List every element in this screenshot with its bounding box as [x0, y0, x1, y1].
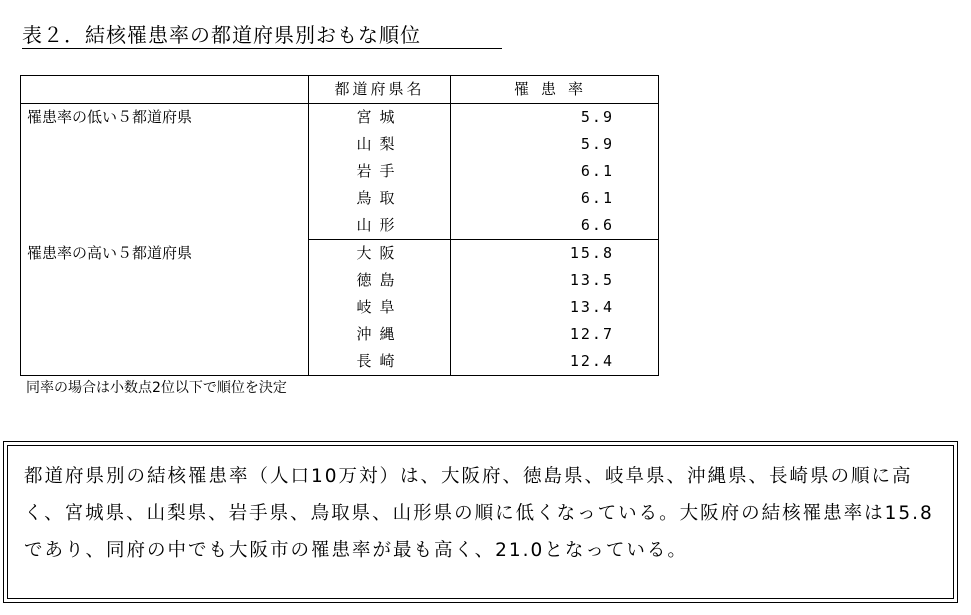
rate-cell: 6.6 — [451, 212, 659, 240]
group-label-high: 罹患率の高い５都道府県 — [21, 240, 309, 376]
rate-cell: 13.5 — [569, 271, 614, 289]
prefecture-cell: 宮城 — [309, 104, 451, 132]
rate-cell: 6.1 — [580, 162, 614, 180]
prefecture-cell: 岩手 — [309, 158, 451, 185]
prefecture-cell: 大阪 — [309, 240, 451, 268]
rate-cell: 12.7 — [569, 325, 614, 343]
summary-inner-frame — [7, 445, 954, 599]
table-title: 表２．結核罹患率の都道府県別おもな順位 — [22, 22, 502, 49]
rate-cell: 15.8 — [569, 244, 614, 262]
ranking-table — [20, 75, 659, 376]
rate-cell: 12.4 — [569, 352, 614, 370]
header-group — [21, 76, 309, 104]
prefecture-cell: 岐阜 — [309, 294, 451, 321]
prefecture-cell: 鳥取 — [309, 185, 451, 212]
table-row — [21, 240, 659, 268]
group-label-low: 罹患率の低い５都道府県 — [21, 104, 309, 240]
rate-cell: 6.1 — [580, 189, 614, 207]
rate-cell: 13.4 — [569, 298, 614, 316]
table-note: 同率の場合は小数点2位以下で順位を決定 — [26, 380, 287, 396]
summary-box — [3, 441, 958, 603]
prefecture-cell: 沖縄 — [309, 321, 451, 348]
rate-cell: 5.9 — [580, 108, 614, 126]
prefecture-cell: 山梨 — [309, 131, 451, 158]
prefecture-cell: 山形 — [309, 212, 451, 240]
rate-cell: 5.9 — [580, 135, 614, 153]
prefecture-cell: 徳島 — [309, 267, 451, 294]
prefecture-cell: 長崎 — [309, 348, 451, 376]
table-header-row — [21, 76, 659, 104]
summary-text: 都道府県別の結核罹患率（人口10万対）は、大阪府、徳島県、岐阜県、沖縄県、長崎県の順に高く、宮城県、山梨県、岩手県、鳥取県、山形県の順に低くなっている。大阪府の結核罹患率は15.8であり、同府の中でも大阪市の罹患率が最も高く、21.0となっている。 — [24, 466, 934, 561]
header-rate: 罹患率 — [451, 76, 659, 104]
table-row — [21, 104, 659, 132]
header-prefecture: 都道府県名 — [309, 76, 451, 104]
